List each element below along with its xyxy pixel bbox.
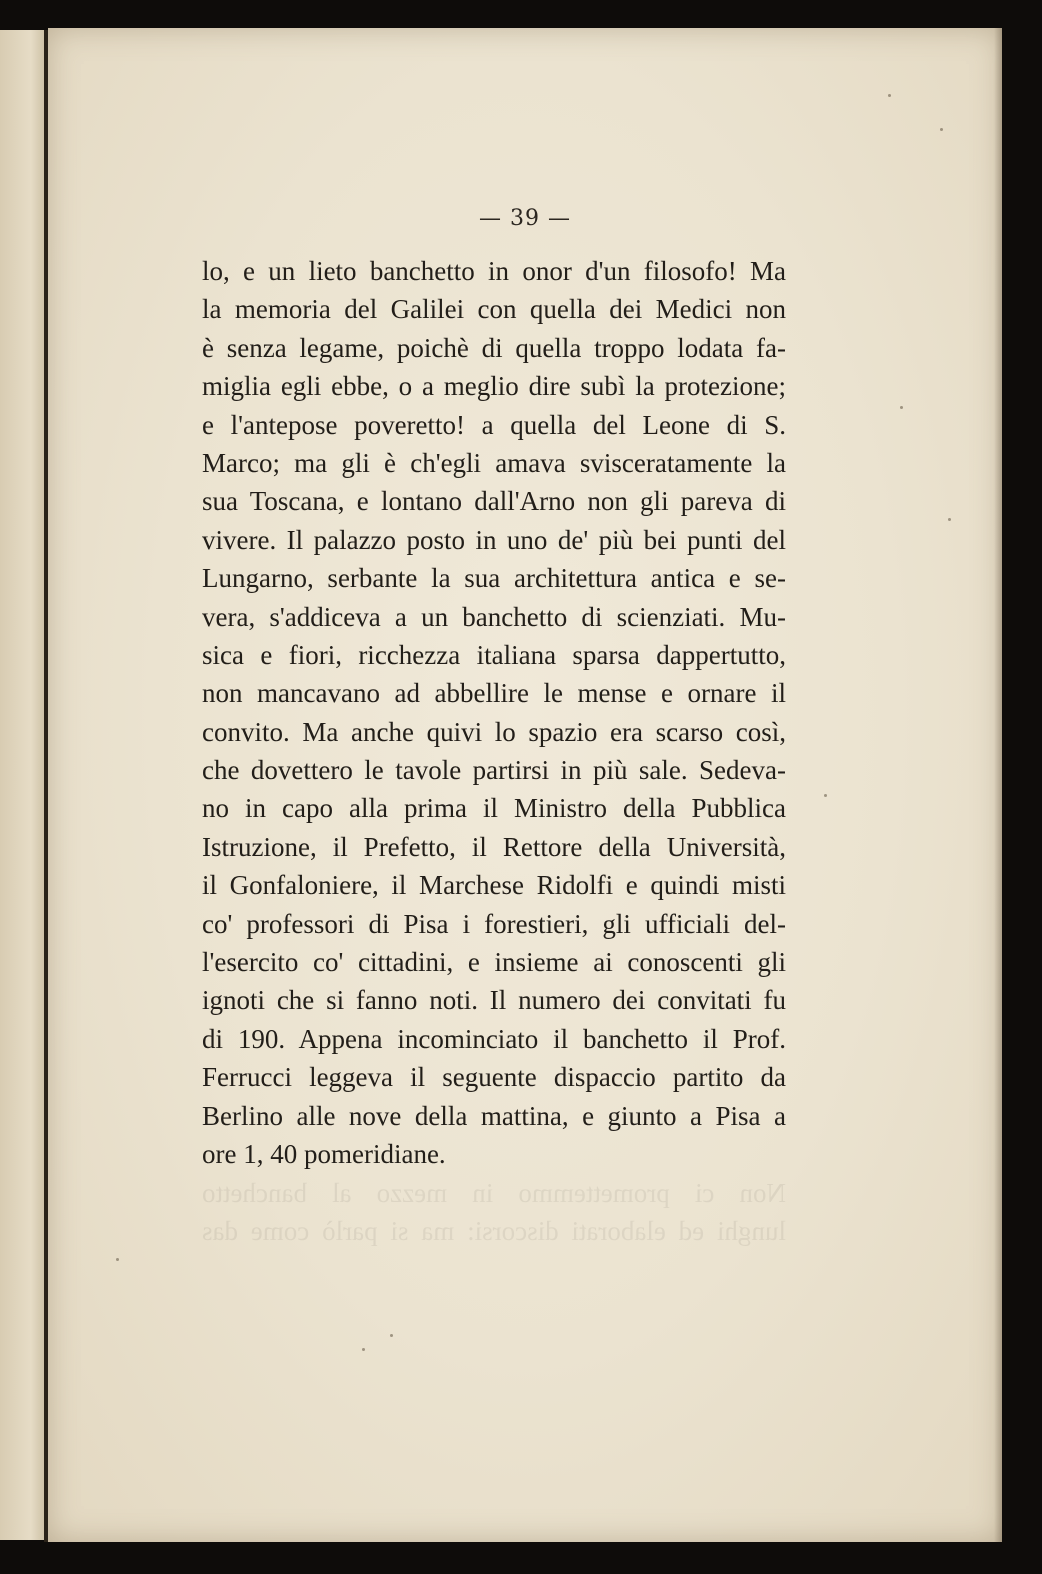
bleed-line: Non ci promettemmo in mezzo al banchetto	[202, 1178, 786, 1208]
text-line: Marco; ma gli è ch'egli amava svisceratamente la	[202, 447, 786, 478]
paper-speck	[888, 94, 891, 97]
text-line: e l'antepose poveretto! a quella del Leone di S.	[202, 409, 786, 440]
text-line: di 190. Appena incominciato il banchetto il Prof.	[202, 1023, 786, 1054]
text-line: Berlino alle nove della mattina, e giunto a Pisa a	[202, 1100, 786, 1131]
text-line: sica e fiori, ricchezza italiana sparsa dappertutto,	[202, 639, 786, 670]
right-page	[48, 28, 1002, 1542]
paper-speck	[362, 1348, 365, 1351]
text-line: che dovettero le tavole partirsi in più sale. Sedeva-	[202, 755, 786, 786]
paper-speck	[116, 1258, 119, 1261]
text-line: co' professori di Pisa i forestieri, gli ufficiali del-	[202, 908, 786, 939]
text-line: il Gonfaloniere, il Marchese Ridolfi e quindi misti	[202, 870, 786, 901]
paper-speck	[948, 518, 951, 521]
text-line: Ferrucci leggeva il seguente dispaccio partito da	[202, 1062, 786, 1093]
text-line: miglia egli ebbe, o a meglio dire subì la protezione;	[202, 371, 786, 402]
text-line: è senza legame, poichè di quella troppo lodata fa-	[202, 332, 786, 363]
page-edge-shadow	[994, 28, 1002, 1542]
text-line: la memoria del Galilei con quella dei Medici non	[202, 294, 786, 325]
text-line: non mancavano ad abbellire le mense e ornare il	[202, 678, 786, 709]
bleed-through-text	[202, 1174, 786, 1250]
text-line: lo, e un lieto banchetto in onor d'un filosofo! Ma	[202, 256, 786, 286]
text-line: sua Toscana, e lontano dall'Arno non gli pareva di	[202, 486, 786, 517]
text-line: Lungarno, serbante la sua architettura antica e se-	[202, 563, 786, 594]
bleed-line: lunghi ed elaborati discorsi: ma si parlò come das	[202, 1216, 786, 1246]
text-line: convito. Ma anche quivi lo spazio era scarso così,	[202, 716, 786, 747]
paper-speck	[940, 128, 943, 131]
text-line: vera, s'addiceva a un banchetto di scienziati. Mu-	[202, 601, 786, 632]
text-line: ignoti che si fanno noti. Il numero dei convitati fu	[202, 985, 786, 1016]
left-page-edge	[0, 30, 45, 1540]
text-line: no in capo alla prima il Ministro della Pubblica	[202, 793, 786, 824]
text-line: Istruzione, il Prefetto, il Rettore della Università,	[202, 831, 786, 862]
paper-speck	[390, 1334, 393, 1337]
paper-speck	[900, 406, 903, 409]
paper-speck	[824, 794, 827, 797]
page-number: — 39 —	[479, 206, 571, 231]
text-line: vivere. Il palazzo posto in uno de' più bei punti del	[202, 524, 786, 555]
body-text	[202, 252, 786, 1173]
text-line-last: ore 1, 40 pomeridiane.	[202, 1138, 446, 1169]
text-line: l'esercito co' cittadini, e insieme ai conoscenti gli	[202, 947, 786, 978]
